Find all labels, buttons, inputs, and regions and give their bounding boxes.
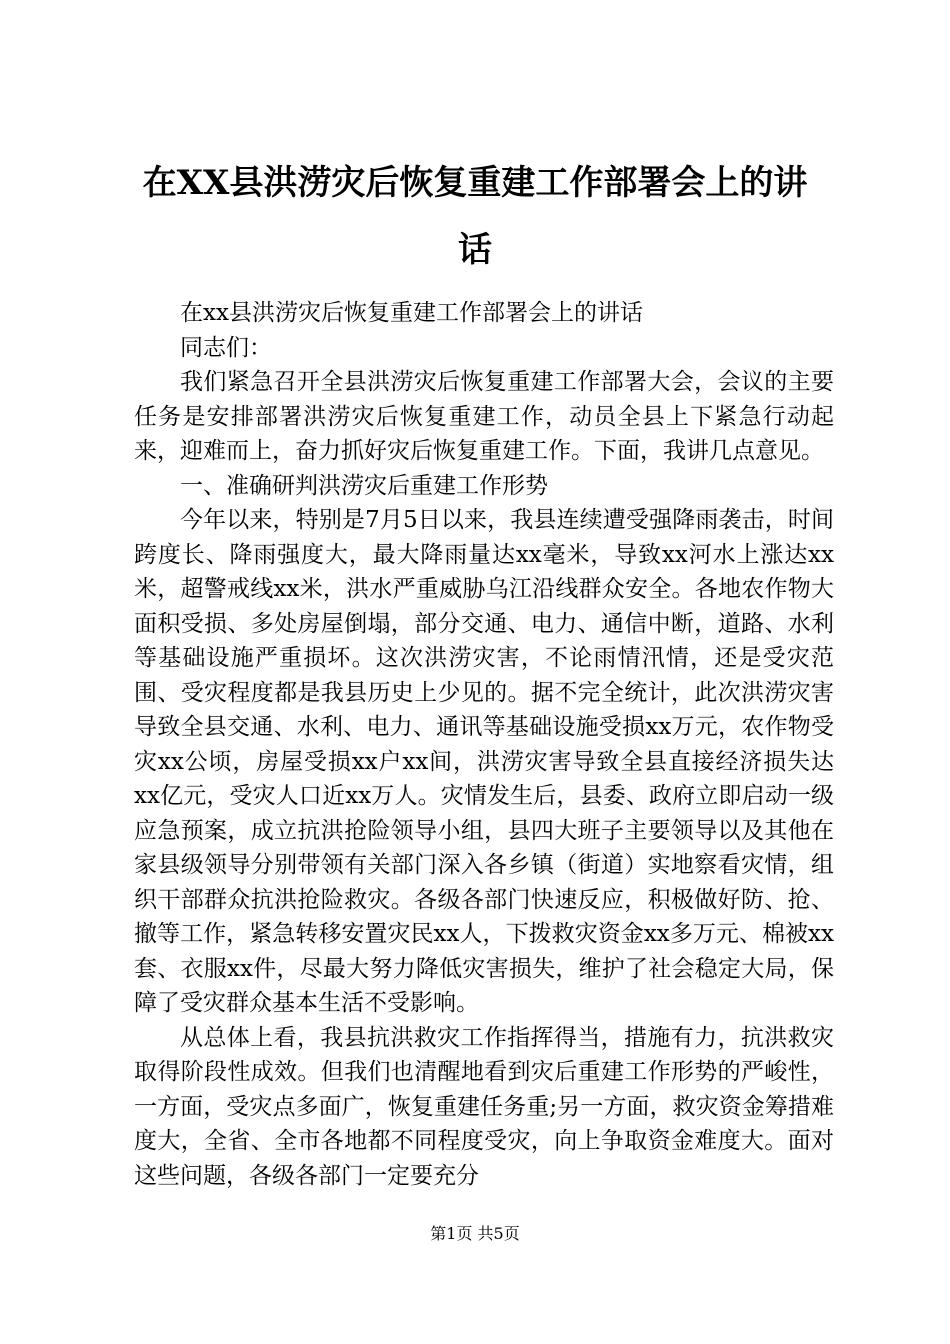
page-footer: 第1页 共5页 — [430, 1224, 520, 1243]
subtitle-paragraph: 在xx县洪涝灾后恢复重建工作部署会上的讲话 — [180, 300, 643, 326]
document-body — [134, 296, 834, 1193]
document-title-line-1: 在XX县洪涝灾后恢复重建工作部署会上的讲 — [142, 163, 808, 203]
document-title-line-2: 话 — [458, 230, 492, 270]
salutation-paragraph: 同志们： — [180, 334, 272, 361]
body-paragraph: 今年以来，特别是7月5日以来，我县连续遭受强降雨袭击，时间跨度长、降雨强度大，最大降雨量达xx毫米，导致xx河水上涨达xx米，超警戒线xx米，洪水严重威胁乌江沿线群众安全。各地农作物大面积受损、多处房屋倒塌，部分交通、电力、通信中断，道路、水利等基础设施严重损坏。这次洪涝灾害，不论雨情汛情，还是受灾范围、受灾程度都是我县历史上少见的。据不完全统计，此次洪涝灾害导致全县交通、水利、电力、通讯等基础设施受损xx万元，农作物受灾xx公顷，房屋受损xx户xx间，洪涝灾害导致全县直接经济损失达xx亿元，受灾人口近xx万人。灾情发生后，县委、政府立即启动一级应急预案，成立抗洪抢险领导小组，县四大班子主要领导以及其他在家县级领导分别带领有关部门深入各乡镇（街道）实地察看灾情，组织干部群众抗洪抢险救灾。各级各部门快速反应，积极做好防、抢、撤等工作，紧急转移安置灾民xx人，下拨救灾资金xx多万元、棉被xx套、衣服xx件，尽最大努力降低灾害损失，维护了社会稳定大局，保障了受灾群众基本生活不受影响。 — [134, 507, 834, 1016]
section-heading: 一、准确研判洪涝灾后重建工作形势 — [180, 472, 548, 499]
intro-paragraph: 我们紧急召开全县洪涝灾后恢复重建工作部署大会，会议的主要任务是安排部署洪涝灾后恢复重建工作，动员全县上下紧急行动起来，迎难而上，奋力抓好灾后恢复重建工作。下面，我讲几点意见。 — [134, 369, 834, 464]
body-paragraph: 从总体上看，我县抗洪救灾工作指挥得当，措施有力，抗洪救灾取得阶段性成效。但我们也清醒地看到灾后重建工作形势的严峻性，一方面，受灾点多面广，恢复重建任务重;另一方面，救灾资金筹措难度大，全省、全市各地都不同程度受灾，向上争取资金难度大。面对这些问题，各级各部门一定要充分 — [134, 1024, 834, 1189]
